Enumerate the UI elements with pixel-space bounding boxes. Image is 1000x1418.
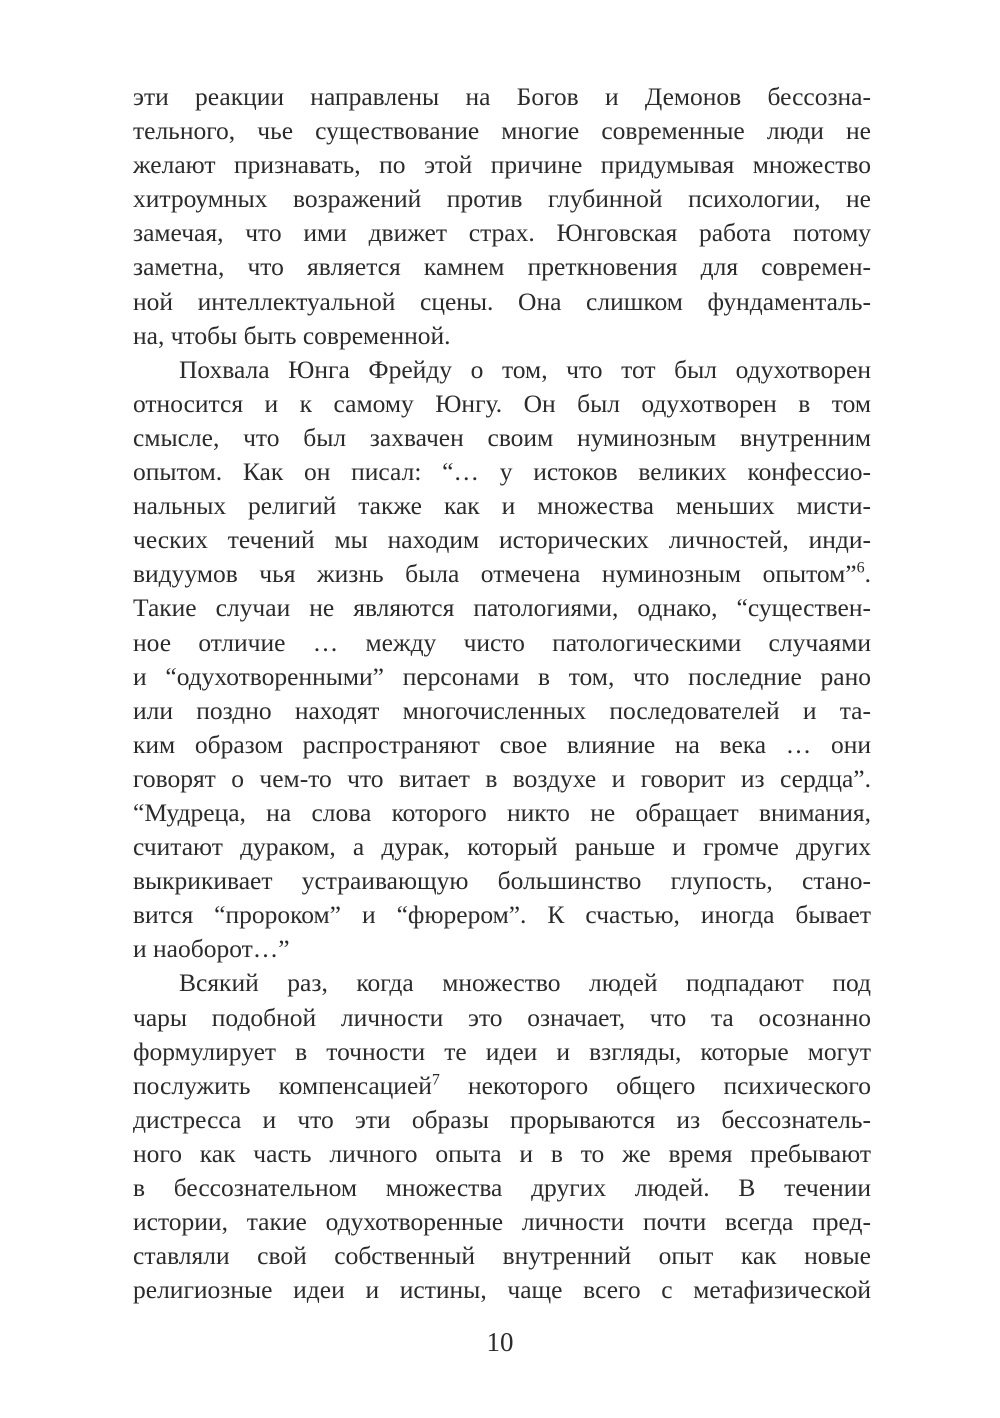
- text-line: ного как часть личного опыта и в то же время пребывают: [133, 1138, 871, 1168]
- text-line: Всякий раз, когда множество людей подпадают под: [179, 968, 871, 998]
- text-line: относится и к самому Юнгу. Он был одухотворен в том: [133, 388, 871, 418]
- text-line: и наоборот…”: [133, 934, 290, 964]
- text-line: и “одухотворенными” персонами в том, что последние рано: [133, 661, 871, 691]
- text-line: истории, такие одухотворенные личности почти всегда пред-: [133, 1207, 871, 1237]
- text-line: говорят о чем-то что витает в воздухе и говорит из сердца”.: [133, 763, 871, 793]
- text-line: религиозные идеи и истины, чаще всего с метафизической: [133, 1275, 871, 1305]
- text-line-with-footnote: видуумов чья жизнь была отмечена нуминозным опытом”$^6$.: [133, 559, 871, 589]
- text-line: чары подобной личности это означает, что та осознанно: [133, 1002, 871, 1032]
- footnote-ref: 6: [856, 559, 865, 577]
- text-line: на, чтобы быть современной.: [133, 320, 451, 350]
- text-line: или поздно находят многочисленных последователей и та-: [133, 695, 871, 725]
- text-line: считают дураком, а дурак, который раньше и громче других: [133, 832, 871, 862]
- text-fragment: видуумов чья жизнь была отмечена нуминозным опытом”: [133, 559, 857, 589]
- text-line: ной интеллектуальной сцены. Она слишком фундаменталь-: [133, 286, 871, 316]
- text-line: выкрикивает устраивающую большинство глупость, стано-: [133, 866, 871, 896]
- body-text: [133, 80, 871, 1307]
- text-line: в бессознательном множества других людей. В течении: [133, 1173, 871, 1202]
- text-line: ческих течений мы находим исторических личностей, инди-: [133, 525, 871, 555]
- text-line-with-footnote: [133, 1069, 871, 1103]
- text-line: ное отличие … между чисто патологическими случаями: [133, 627, 871, 657]
- text-line: смысле, что был захвачен своим нуминозным внутренним: [133, 422, 871, 452]
- footnote-ref: 7: [431, 1071, 440, 1089]
- text-line: эти реакции направлены на Богов и Демонов бессозна-: [133, 82, 871, 111]
- text-line: Похвала Юнга Фрейду о том, что тот был одухотворен: [179, 354, 871, 384]
- text-line: опытом. Как он писал: “… у истоков великих конфессио-: [133, 457, 871, 487]
- text-line: нальных религий также как и множества меньших мисти-: [133, 491, 871, 521]
- text-line: заметна, что является камнем преткновения для современ-: [133, 252, 871, 282]
- page-number: 10: [486, 1327, 514, 1357]
- text-line: Такие случаи не являются патологиями, однако, “существен-: [133, 593, 871, 623]
- text-line: желают признавать, по этой причине придумывая множество: [133, 150, 871, 180]
- text-fragment: некоторого общего психического: [439, 1070, 871, 1100]
- text-line: тельного, чье существование многие современные люди не: [133, 116, 871, 146]
- text-line: ставляли свой собственный внутренний опыт как новые: [133, 1241, 871, 1271]
- text-line: вится “пророком” и “фюрером”. К счастью, иногда бывает: [133, 900, 871, 930]
- text-fragment: послужить компенсацией: [133, 1070, 432, 1100]
- text-line: ким образом распространяют свое влияние на века … они: [133, 729, 871, 759]
- text-line: “Мудреца, на слова которого никто не обращает внимания,: [133, 797, 871, 827]
- text-line: хитроумных возражений против глубинной психологии, не: [133, 184, 871, 214]
- text-line: замечая, что ими движет страх. Юнговская работа потому: [133, 218, 871, 248]
- text-line: формулирует в точности те идеи и взгляды, которые могут: [133, 1036, 871, 1066]
- text-line: дистресса и что эти образы прорываются из бессознатель-: [133, 1104, 871, 1134]
